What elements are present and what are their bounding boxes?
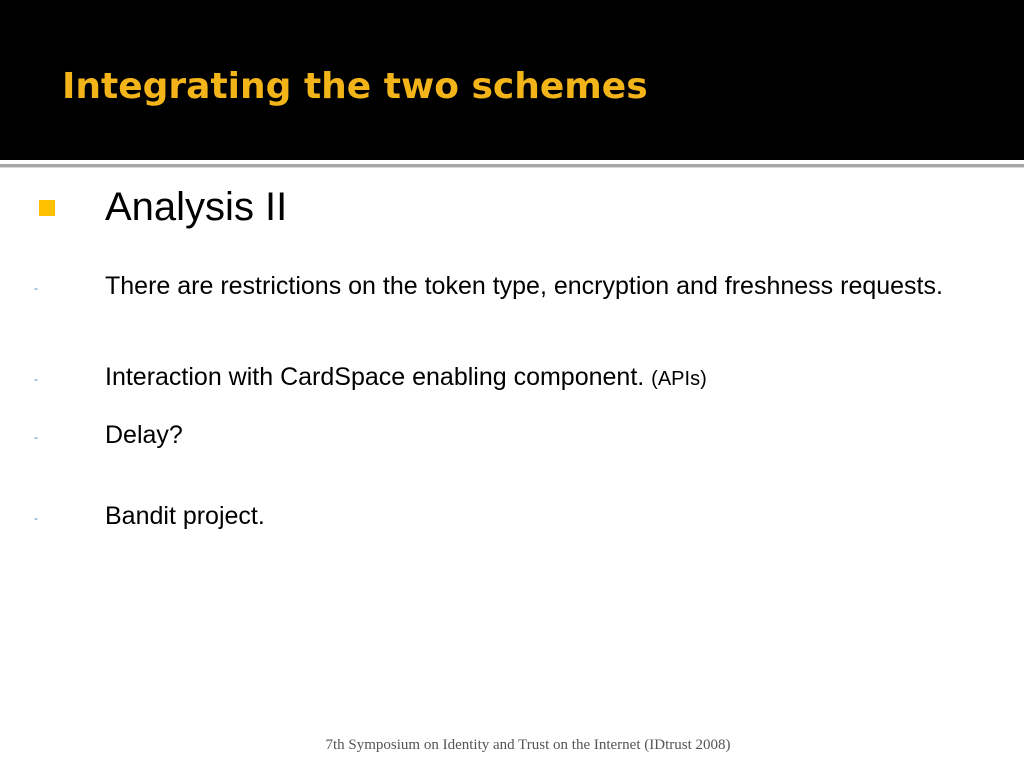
- dash-bullet-icon: -: [34, 372, 38, 386]
- bullet-text-suffix: (APIs): [651, 368, 707, 390]
- bullet-text-main: Interaction with CardSpace enabling component.: [105, 363, 652, 391]
- slide-title: Integrating the two schemes: [62, 66, 648, 107]
- bullet-text: Delay?: [105, 421, 183, 449]
- heading-row: [0, 185, 1024, 238]
- bullet-text: Bandit project.: [105, 502, 265, 530]
- square-bullet-icon: [39, 200, 55, 216]
- bullet-text: [105, 360, 965, 397]
- section-heading: Analysis II: [105, 185, 288, 229]
- dash-bullet-icon: -: [34, 281, 38, 295]
- dash-bullet-icon: -: [34, 511, 38, 525]
- bullet-text: There are restrictions on the token type, encryption and freshness requests.: [105, 272, 943, 300]
- dash-bullet-icon: -: [34, 430, 38, 444]
- title-divider-highlight: [0, 167, 1024, 168]
- slide-footer: 7th Symposium on Identity and Trust on the Internet (IDtrust 2008): [325, 737, 731, 753]
- title-bar: [0, 0, 1024, 160]
